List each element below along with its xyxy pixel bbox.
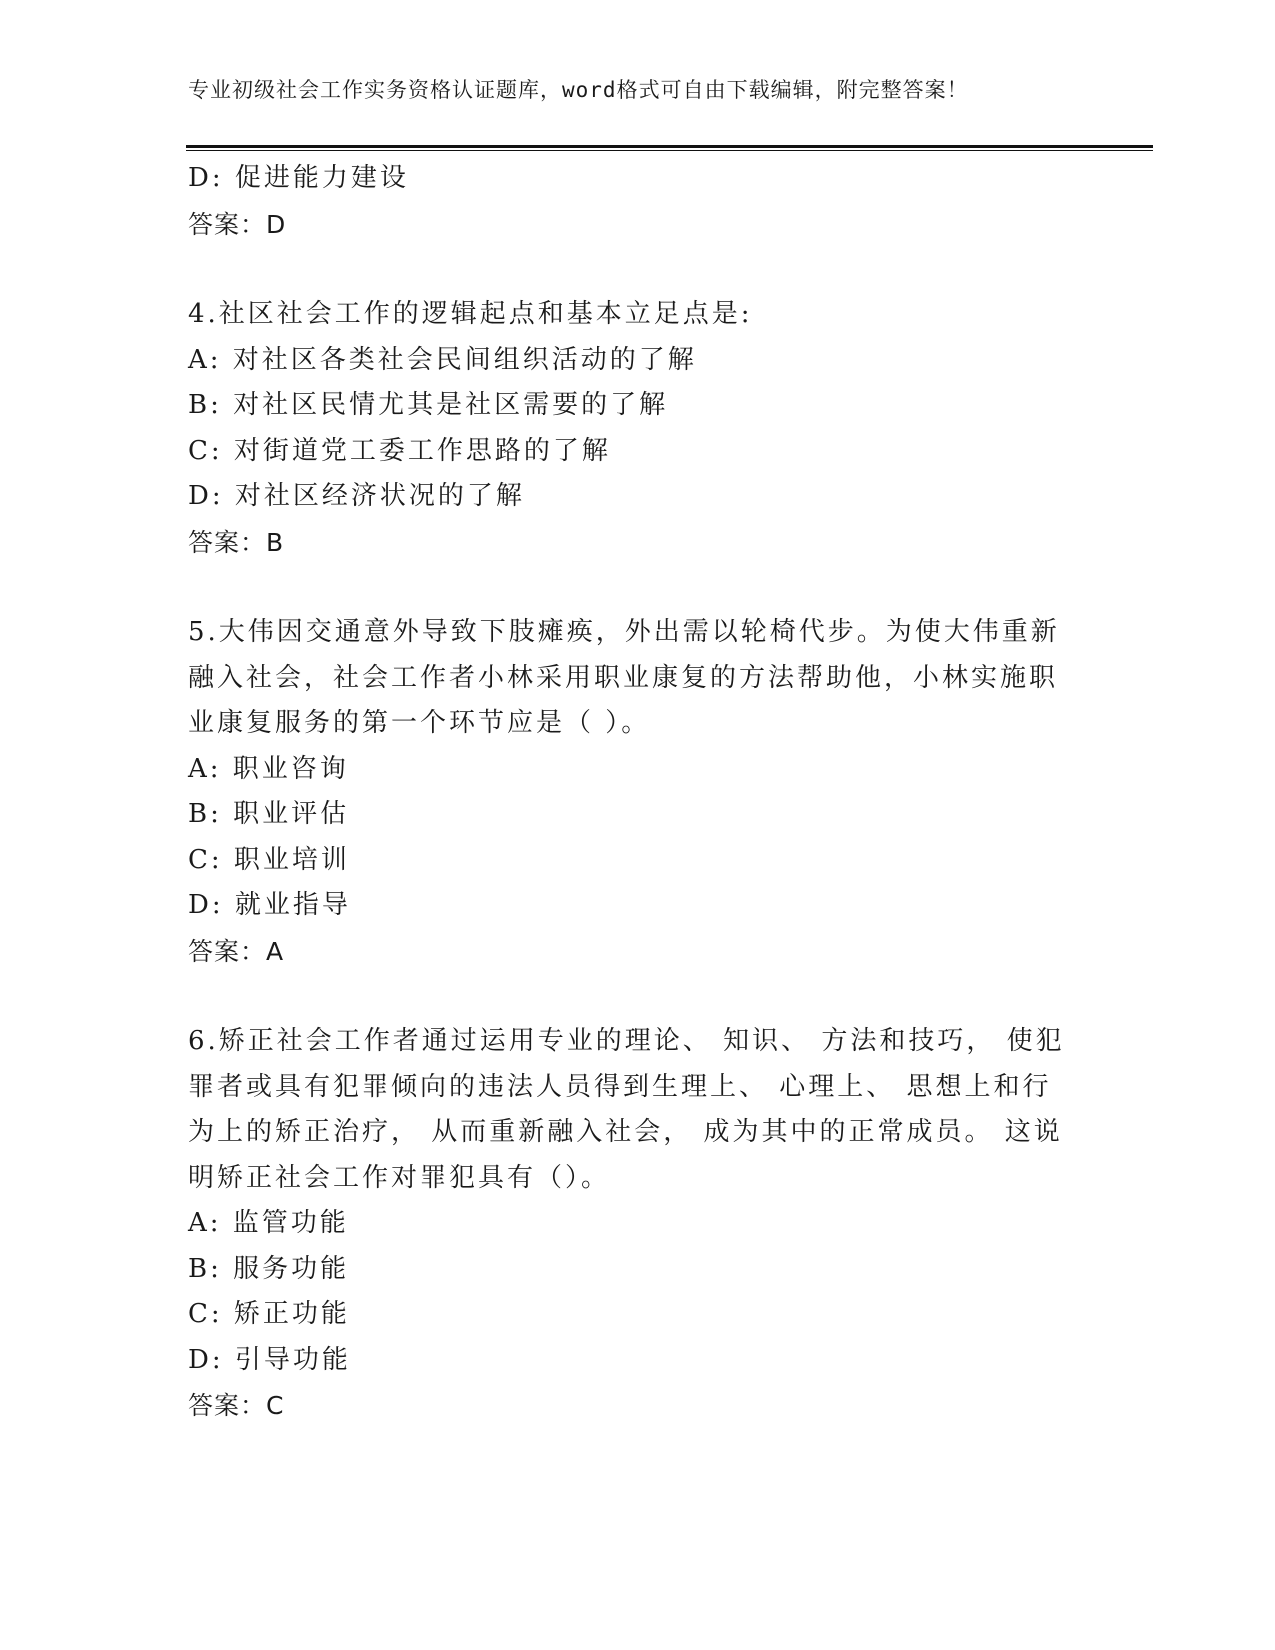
- spacer: [188, 565, 1068, 610]
- q5-stem-line-1: 5.大伟因交通意外导致下肢瘫痪，外出需以轮椅代步。为使大伟重新: [188, 617, 1060, 647]
- document-body: [188, 156, 1068, 1429]
- q6-option-b: B: 服务功能: [188, 1253, 350, 1284]
- q5-answer: 答案：A: [188, 936, 285, 966]
- q6-stem-line-4: 明矫正社会工作对罪犯具有（）。: [188, 1162, 611, 1193]
- q4-option-b: B: 对社区民情尤其是社区需要的了解: [188, 390, 669, 420]
- q6-stem-line-2: 罪者或具有犯罪倾向的违法人员得到生理上、 心理上、 思想上和行: [188, 1071, 1052, 1102]
- q5-option-a: A: 职业咨询: [188, 753, 349, 784]
- q4-option-a: A: 对社区各类社会民间组织活动的了解: [188, 344, 697, 375]
- spacer: [188, 974, 1068, 1019]
- q4-answer: 答案：B: [188, 527, 285, 557]
- q3-option-d: D: 促进能力建设: [188, 163, 409, 193]
- q5-stem-line-3: 业康复服务的第一个环节应是（ ）。: [188, 708, 651, 738]
- q4-option-d: D: 对社区经济状况的了解: [188, 481, 525, 511]
- q6-option-d: D: 引导功能: [188, 1344, 351, 1375]
- q6-stem-line-3: 为上的矫正治疗， 从而重新融入社会， 成为其中的正常成员。 这说: [188, 1117, 1063, 1147]
- q6-option-c: C: 矫正功能: [188, 1299, 350, 1329]
- q3-answer: 答案：D: [188, 209, 287, 239]
- q6-answer: 答案：C: [188, 1391, 285, 1420]
- q5-option-c: C: 职业培训: [188, 844, 350, 875]
- page-header: 专业初级社会工作实务资格认证题库，word格式可自由下载编辑，附完整答案！: [188, 78, 969, 102]
- q6-option-a: A: 监管功能: [188, 1208, 349, 1238]
- q6-stem-line-1: 6.矫正社会工作者通过运用专业的理论、 知识、 方法和技巧， 使犯: [188, 1026, 1065, 1056]
- q4-stem: 4.社区社会工作的逻辑起点和基本立足点是:: [188, 299, 753, 329]
- q5-stem-line-2: 融入社会，社会工作者小林采用职业康复的方法帮助他，小林实施职: [188, 662, 1059, 693]
- header-divider-thin: [186, 150, 1153, 151]
- header-divider-thick: [186, 145, 1153, 148]
- q5-option-d: D: 就业指导: [188, 890, 351, 920]
- q4-option-c: C: 对街道党工委工作思路的了解: [188, 435, 611, 466]
- q5-option-b: B: 职业评估: [188, 799, 350, 829]
- spacer: [188, 247, 1068, 292]
